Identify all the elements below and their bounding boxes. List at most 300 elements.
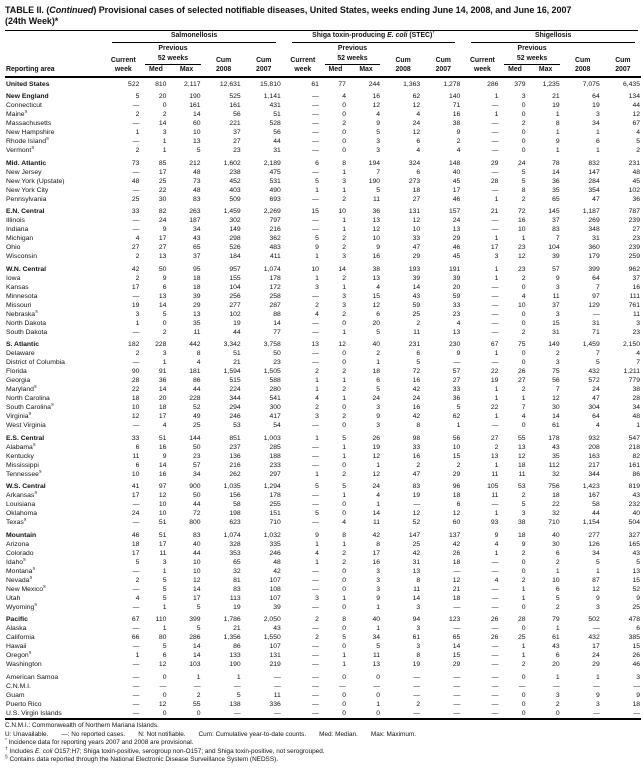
value-cell: 18 xyxy=(193,283,201,291)
reporting-area-cell: W.N. Central xyxy=(6,265,47,273)
value-cell: 5 xyxy=(376,186,381,194)
value-cell: 4 xyxy=(494,576,499,584)
table-body xyxy=(5,77,641,719)
value-cell: — xyxy=(491,709,499,717)
value-cell: 50 xyxy=(273,350,281,357)
table-title-line2: (24th Week)* xyxy=(5,16,59,26)
value-cell: 0 xyxy=(342,673,346,681)
table-row xyxy=(5,509,641,518)
value-cell: 12 xyxy=(412,217,421,224)
value-cell: 12 xyxy=(372,226,381,233)
value-cell: 178 xyxy=(269,492,281,499)
value-cell: 191 xyxy=(449,265,461,273)
value-cell: 2 xyxy=(342,470,346,478)
value-cell: 5 xyxy=(315,483,319,490)
value-cell: 24 xyxy=(592,652,600,659)
value-cell: 761 xyxy=(628,301,640,309)
value-cell: 509 xyxy=(229,195,241,203)
cum-label: Cum xyxy=(256,56,272,64)
value-cell: 18 xyxy=(193,274,201,282)
table-row xyxy=(5,283,641,292)
value-cell: — xyxy=(491,292,499,300)
value-cell: 256 xyxy=(229,292,241,300)
abbreviation-definition: Max: Maximum. xyxy=(370,730,416,738)
max-label: Max xyxy=(169,65,203,77)
value-cell: 182 xyxy=(128,341,140,348)
value-cell: 30 xyxy=(552,540,560,548)
value-cell: 17 xyxy=(193,594,201,602)
value-cell: 7,075 xyxy=(582,80,600,88)
value-cell: 10 xyxy=(158,510,167,517)
value-cell: 9 xyxy=(521,540,526,548)
table-header xyxy=(5,31,641,77)
value-cell: 112 xyxy=(548,461,560,469)
value-cell: 29 xyxy=(193,301,201,309)
value-cell: — xyxy=(132,422,140,429)
value-cell: 64 xyxy=(592,413,600,420)
value-cell: 4 xyxy=(494,540,499,548)
value-cell: 294 xyxy=(229,404,241,411)
value-cell: 12 xyxy=(158,700,167,708)
value-cell: 184 xyxy=(229,253,241,260)
value-cell: 134 xyxy=(628,93,640,100)
table-row xyxy=(5,243,641,252)
table-row xyxy=(5,168,641,177)
value-cell: 2 xyxy=(135,253,140,260)
table-row xyxy=(5,195,641,204)
value-cell: 0 xyxy=(342,461,346,469)
value-cell: 5 xyxy=(342,483,346,490)
value-cell: — xyxy=(413,709,421,717)
value-cell: 1 xyxy=(494,413,499,420)
value-cell: 1,550 xyxy=(263,634,281,641)
table-row xyxy=(5,558,641,567)
value-cell: 62 xyxy=(412,93,421,100)
reporting-area-cell: Maryland§ xyxy=(6,385,37,393)
value-cell: — xyxy=(312,328,319,336)
value-cell: 547 xyxy=(628,434,640,442)
value-cell: 4 xyxy=(521,413,526,420)
table-row xyxy=(5,540,641,549)
value-cell: 59 xyxy=(412,301,421,309)
value-cell: — xyxy=(132,700,140,708)
value-cell: 16 xyxy=(372,558,381,566)
value-cell: 16 xyxy=(517,217,526,224)
value-cell: 1 xyxy=(342,540,346,548)
value-cell: 5 xyxy=(376,643,381,650)
value-cell: 40 xyxy=(372,341,381,348)
table-row xyxy=(5,470,641,479)
value-cell: 56 xyxy=(233,111,241,118)
value-cell: 2 xyxy=(162,111,167,118)
value-cell: 18 xyxy=(552,492,560,499)
value-cell: — xyxy=(453,682,461,690)
value-cell: 72 xyxy=(193,510,201,517)
value-cell: 2,189 xyxy=(263,159,281,167)
reporting-area-cell: New Jersey xyxy=(6,168,42,176)
value-cell: 0 xyxy=(342,501,346,508)
reporting-area-cell: Delaware xyxy=(6,350,35,357)
value-cell: 57 xyxy=(552,265,560,273)
value-cell: 2 xyxy=(636,147,640,154)
value-cell: 5 xyxy=(196,147,201,154)
reporting-area-cell: Virginia§ xyxy=(6,412,32,420)
value-cell: 5 xyxy=(315,177,319,185)
reporting-area-cell: Kansas xyxy=(6,283,29,291)
value-cell: 221 xyxy=(229,120,241,127)
value-cell: 5 xyxy=(196,603,201,611)
value-cell: 6 xyxy=(135,443,140,451)
table-row xyxy=(5,585,641,594)
value-cell: 286 xyxy=(189,634,201,641)
value-cell: 2 xyxy=(135,111,140,118)
value-cell: 190 xyxy=(229,661,241,668)
reporting-area-label: Reporting area xyxy=(5,65,104,77)
value-cell: 9 xyxy=(636,594,640,602)
value-cell: 72 xyxy=(412,368,421,375)
reporting-area-cell: District of Columbia xyxy=(6,359,65,366)
reporting-area-cell: Louisiana xyxy=(6,501,36,508)
value-cell: 1 xyxy=(494,195,499,203)
value-cell: 14 xyxy=(193,111,201,118)
value-cell: — xyxy=(491,625,499,632)
value-cell: — xyxy=(413,673,421,681)
table-row xyxy=(5,700,641,709)
value-cell: 12 xyxy=(338,341,346,348)
value-cell: 5 xyxy=(521,177,526,185)
value-cell: 36 xyxy=(372,208,381,215)
abbreviation-definition: U: Unavailable. xyxy=(5,730,49,738)
value-cell: 32 xyxy=(233,567,241,575)
value-cell: 280 xyxy=(269,386,281,393)
value-cell: 5 xyxy=(595,558,600,566)
value-cell: 45 xyxy=(452,177,461,185)
value-cell: 9 xyxy=(162,452,167,460)
value-cell: 238 xyxy=(229,168,241,176)
value-cell: 17 xyxy=(592,643,600,650)
value-cell: 27 xyxy=(517,377,526,384)
value-cell: 110 xyxy=(155,616,167,623)
value-cell: 16 xyxy=(632,283,640,291)
value-cell: 27 xyxy=(632,226,640,233)
reporting-area-cell: Alabama§ xyxy=(6,442,36,451)
value-cell: 82 xyxy=(158,208,167,215)
footnote-abbreviations xyxy=(5,731,638,740)
value-cell: — xyxy=(273,709,281,717)
value-cell: 1,074 xyxy=(223,531,241,539)
table-row xyxy=(5,500,641,509)
value-cell: 144 xyxy=(189,434,201,442)
value-cell: 17 xyxy=(490,244,499,251)
value-cell: 800 xyxy=(189,519,201,526)
value-cell: — xyxy=(312,443,319,451)
value-cell: 300 xyxy=(269,404,281,411)
value-cell: 67 xyxy=(131,616,140,623)
value-cell: 52 xyxy=(412,519,421,526)
value-cell: 0 xyxy=(162,709,167,717)
table-row xyxy=(5,252,641,261)
value-cell: 136 xyxy=(229,452,241,460)
value-cell: 3 xyxy=(416,643,421,650)
value-cell: 16 xyxy=(372,93,381,100)
value-cell: 344 xyxy=(229,395,241,402)
year-2008-label: 2008 xyxy=(204,65,244,77)
value-cell: 12 xyxy=(412,129,421,136)
value-cell: 13 xyxy=(193,138,201,145)
value-cell: 2 xyxy=(342,120,346,127)
value-cell: 287 xyxy=(269,301,281,309)
value-cell: 49 xyxy=(193,413,201,420)
value-cell: 1 xyxy=(342,377,346,384)
value-cell: 0 xyxy=(196,709,201,717)
value-cell: 2 xyxy=(521,492,526,499)
value-cell: 67 xyxy=(632,120,640,127)
value-cell: 131 xyxy=(408,208,421,215)
value-cell: 8 xyxy=(342,159,346,167)
value-cell: 24 xyxy=(412,120,421,127)
cum-label: Cum xyxy=(615,56,631,64)
value-cell: — xyxy=(312,120,319,127)
value-cell: — xyxy=(592,625,600,632)
value-cell: 6 xyxy=(315,159,319,167)
reporting-area-cell: Texas§ xyxy=(6,518,27,526)
value-cell: 5 xyxy=(162,594,167,602)
value-cell: 14 xyxy=(452,643,461,650)
value-cell: 218 xyxy=(628,443,640,451)
table-row xyxy=(5,292,641,301)
value-cell: 39 xyxy=(273,603,281,611)
value-cell: — xyxy=(312,226,319,233)
reporting-area-cell: U.S. Virgin Islands xyxy=(6,709,62,717)
value-cell: 1 xyxy=(315,470,319,478)
value-cell: 228 xyxy=(189,395,201,402)
value-cell: 1,141 xyxy=(263,93,281,100)
value-cell: — xyxy=(132,292,140,300)
value-cell: 147 xyxy=(408,531,421,539)
table-row xyxy=(5,204,641,217)
value-cell: — xyxy=(312,93,319,100)
value-cell: 16 xyxy=(158,443,167,451)
value-cell: 50 xyxy=(193,492,201,499)
value-cell: 179 xyxy=(588,253,600,260)
table-row xyxy=(5,452,641,461)
value-cell: 29 xyxy=(412,253,421,260)
value-cell: 5 xyxy=(456,404,461,411)
value-cell: 37 xyxy=(632,274,640,282)
value-cell: 239 xyxy=(628,244,640,251)
value-cell: 531 xyxy=(269,177,281,185)
value-cell: 0 xyxy=(342,102,346,109)
value-cell: 42 xyxy=(412,549,421,557)
value-cell: — xyxy=(312,359,319,366)
value-cell: 4 xyxy=(135,235,140,242)
value-cell: 0 xyxy=(342,111,346,118)
value-cell: 9 xyxy=(595,594,600,602)
reporting-area-cell: New Mexico§ xyxy=(6,584,46,593)
value-cell: 13 xyxy=(372,217,381,224)
value-cell: 39 xyxy=(193,292,201,300)
value-cell: 851 xyxy=(229,434,241,442)
value-cell: 3 xyxy=(162,129,167,136)
value-cell: 1 xyxy=(494,350,499,357)
value-cell: 779 xyxy=(628,377,640,384)
value-cell: 1,363 xyxy=(403,80,421,88)
value-cell: 17 xyxy=(131,283,140,291)
value-cell: 44 xyxy=(193,501,201,508)
value-cell: 38 xyxy=(632,386,640,393)
value-cell: — xyxy=(491,168,499,176)
value-cell: 932 xyxy=(588,434,600,442)
value-cell: 2 xyxy=(196,691,201,699)
value-cell: 172 xyxy=(269,283,281,291)
value-cell: 284 xyxy=(588,177,600,185)
value-cell: — xyxy=(132,691,140,699)
value-cell: 37 xyxy=(552,217,560,224)
value-cell: 0 xyxy=(376,709,381,717)
value-cell: 28 xyxy=(490,177,499,185)
value-cell: 15,810 xyxy=(259,80,281,88)
value-cell: 31 xyxy=(592,319,600,327)
reporting-area-cell: Tennessee§ xyxy=(6,469,42,478)
value-cell: 94 xyxy=(412,616,421,623)
value-cell: 399 xyxy=(588,265,600,273)
value-cell: 31 xyxy=(552,328,560,336)
previous-label: Previous xyxy=(517,44,547,52)
value-cell: 145 xyxy=(548,208,560,215)
value-cell: — xyxy=(491,585,499,593)
previous-label: Previous xyxy=(337,44,368,52)
value-cell: 1 xyxy=(342,395,346,402)
reporting-area-cell: Connecticut xyxy=(6,102,42,109)
value-cell: 17 xyxy=(158,540,167,548)
value-cell: 17 xyxy=(158,235,167,242)
value-cell: 16 xyxy=(412,452,421,460)
value-cell: — xyxy=(453,567,461,575)
value-cell: 13 xyxy=(158,292,167,300)
value-cell: 269 xyxy=(588,217,600,224)
value-cell: 14 xyxy=(412,594,421,602)
table-row xyxy=(5,349,641,358)
value-cell: 3 xyxy=(555,359,560,366)
value-cell: 4 xyxy=(196,359,201,366)
value-cell: 48 xyxy=(273,558,281,566)
value-cell: 11 xyxy=(373,195,381,203)
value-cell: 77 xyxy=(338,80,346,88)
value-cell: 15 xyxy=(372,292,381,300)
value-cell: 33 xyxy=(131,434,140,442)
value-cell: 86 xyxy=(632,470,640,478)
value-cell: 756 xyxy=(548,483,560,490)
value-cell: 12 xyxy=(412,510,421,517)
value-cell: 61 xyxy=(412,634,421,641)
value-cell: 379 xyxy=(514,80,526,88)
value-cell: 6 xyxy=(162,283,167,291)
value-cell: 198 xyxy=(229,510,241,517)
value-cell: 17 xyxy=(372,549,381,557)
value-cell: 2 xyxy=(521,120,526,127)
value-cell: 3 xyxy=(494,253,499,260)
value-cell: — xyxy=(132,217,140,224)
value-cell: 57 xyxy=(193,461,201,469)
value-cell: 233 xyxy=(269,461,281,469)
value-cell: 0 xyxy=(521,709,526,717)
value-cell: — xyxy=(132,168,140,176)
value-cell: — xyxy=(491,603,499,611)
value-cell: 14 xyxy=(158,386,167,393)
value-cell: 181 xyxy=(189,368,201,375)
value-cell: — xyxy=(312,700,319,708)
value-cell: 0 xyxy=(521,700,526,708)
value-cell: 8 xyxy=(196,350,201,357)
value-cell: 478 xyxy=(628,616,640,623)
value-cell: 47 xyxy=(592,195,600,203)
reporting-area-cell: California xyxy=(6,634,35,641)
value-cell: 14 xyxy=(158,120,167,127)
value-cell: 2 xyxy=(555,603,560,611)
year-2008-label: 2008 xyxy=(563,65,603,77)
footnote: * Incidence data for reporting years 2007 and 2008 are provisional. xyxy=(5,737,194,746)
value-cell: — xyxy=(132,585,140,593)
value-cell: 212 xyxy=(189,159,201,167)
value-cell: 263 xyxy=(189,208,201,215)
value-cell: 5 xyxy=(521,168,526,176)
value-cell: 14 xyxy=(372,510,381,517)
group-header-salmonellosis: Salmonellosis xyxy=(104,31,284,43)
weeks52-label: 52 weeks xyxy=(325,55,380,65)
table-row xyxy=(5,89,641,102)
value-cell: — xyxy=(491,310,499,318)
value-cell: 0 xyxy=(521,283,526,291)
value-cell: 1 xyxy=(376,359,381,366)
value-cell: 167 xyxy=(588,492,600,499)
value-cell: — xyxy=(413,691,421,699)
value-cell: 787 xyxy=(628,208,640,215)
med-label: Med xyxy=(322,65,349,77)
value-cell: 298 xyxy=(229,235,241,242)
value-cell: 1,786 xyxy=(223,616,241,623)
value-cell: 10 xyxy=(193,558,201,566)
value-cell: 417 xyxy=(269,413,281,420)
value-cell: 37 xyxy=(233,129,241,136)
value-cell: 38 xyxy=(452,120,461,127)
value-cell: 2,117 xyxy=(184,80,201,88)
value-cell: 97 xyxy=(592,292,600,300)
value-cell: 18 xyxy=(131,395,140,402)
value-cell: 36 xyxy=(452,395,461,402)
value-cell: 11 xyxy=(159,549,167,557)
value-cell: 1 xyxy=(315,274,319,282)
reporting-area-cell: Massachusetts xyxy=(6,120,52,127)
value-cell: 48 xyxy=(131,177,140,185)
value-cell: 12 xyxy=(632,111,640,118)
value-cell: 1 xyxy=(315,186,319,194)
value-cell: 1 xyxy=(595,147,600,154)
table-row xyxy=(5,576,641,585)
value-cell: 232 xyxy=(628,501,640,508)
value-cell: 0 xyxy=(521,138,526,145)
value-cell: 3 xyxy=(342,301,346,309)
value-cell: 6 xyxy=(135,461,140,469)
value-cell: 43 xyxy=(552,643,560,650)
value-cell: — xyxy=(312,585,319,593)
notifiable-diseases-table xyxy=(5,31,641,720)
value-cell: 5 xyxy=(521,501,526,508)
value-cell: 83 xyxy=(233,585,241,593)
value-cell: — xyxy=(312,102,319,109)
value-cell: 25 xyxy=(412,310,421,318)
table-row xyxy=(5,612,641,625)
value-cell: 483 xyxy=(269,244,281,251)
